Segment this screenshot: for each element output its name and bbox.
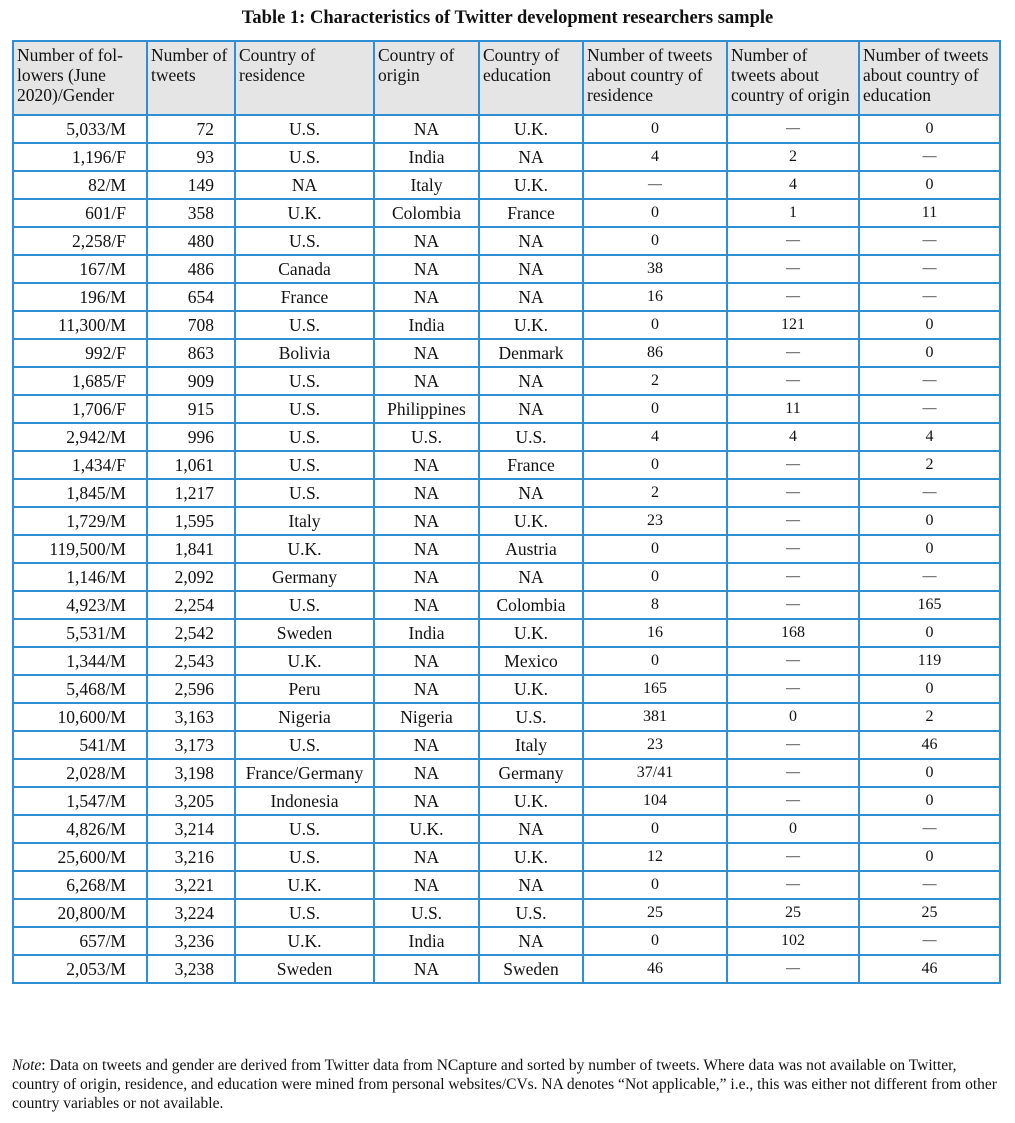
cell-tweets-education: — [859, 871, 1000, 899]
cell-followers-gender: 657/M [13, 927, 147, 955]
cell-followers-gender: 167/M [13, 255, 147, 283]
table-row [13, 395, 1000, 423]
cell-tweets-education: 46 [859, 955, 1000, 983]
header-country-of-origin: Country of origin [374, 41, 479, 115]
table-body [13, 115, 1000, 983]
cell-tweets-origin: 4 [727, 171, 859, 199]
cell-followers-gender: 2,942/M [13, 423, 147, 451]
cell-education: U.K. [479, 787, 583, 815]
cell-tweets-residence: 0 [583, 311, 727, 339]
cell-education: U.S. [479, 423, 583, 451]
cell-education: NA [479, 395, 583, 423]
cell-education: NA [479, 143, 583, 171]
cell-tweets: 1,061 [147, 451, 235, 479]
cell-residence: U.S. [235, 395, 374, 423]
table-row [13, 591, 1000, 619]
cell-residence: U.S. [235, 899, 374, 927]
cell-tweets-origin: 121 [727, 311, 859, 339]
cell-tweets-education: — [859, 227, 1000, 255]
cell-education: Germany [479, 759, 583, 787]
cell-followers-gender: 119,500/M [13, 535, 147, 563]
cell-tweets-origin: 4 [727, 423, 859, 451]
cell-tweets-residence: 23 [583, 731, 727, 759]
cell-tweets-origin: — [727, 759, 859, 787]
cell-origin: NA [374, 759, 479, 787]
cell-origin: India [374, 927, 479, 955]
cell-tweets-origin: — [727, 787, 859, 815]
cell-residence: U.S. [235, 227, 374, 255]
cell-tweets: 3,205 [147, 787, 235, 815]
cell-tweets-residence: 86 [583, 339, 727, 367]
cell-tweets-residence: 4 [583, 143, 727, 171]
table-row [13, 647, 1000, 675]
cell-tweets: 2,542 [147, 619, 235, 647]
table-title: Table 1: Characteristics of Twitter development researchers sample [241, 8, 774, 28]
cell-residence: France/Germany [235, 759, 374, 787]
cell-followers-gender: 1,845/M [13, 479, 147, 507]
cell-tweets-residence: 0 [583, 395, 727, 423]
cell-tweets-origin: — [727, 675, 859, 703]
cell-residence: U.S. [235, 311, 374, 339]
cell-tweets-origin: — [727, 871, 859, 899]
cell-residence: Canada [235, 255, 374, 283]
table-row [13, 311, 1000, 339]
cell-tweets-origin: 0 [727, 703, 859, 731]
table-note [12, 1056, 1002, 1113]
cell-tweets-education: 0 [859, 171, 1000, 199]
cell-tweets: 3,216 [147, 843, 235, 871]
cell-origin: NA [374, 451, 479, 479]
cell-residence: U.K. [235, 871, 374, 899]
cell-tweets-residence: 2 [583, 479, 727, 507]
cell-tweets-residence: 23 [583, 507, 727, 535]
cell-residence: U.S. [235, 423, 374, 451]
table-row [13, 171, 1000, 199]
cell-tweets: 2,543 [147, 647, 235, 675]
cell-tweets: 2,596 [147, 675, 235, 703]
table-row [13, 843, 1000, 871]
cell-residence: U.S. [235, 815, 374, 843]
cell-tweets-residence: 0 [583, 535, 727, 563]
table-row [13, 871, 1000, 899]
cell-origin: NA [374, 563, 479, 591]
cell-origin: U.K. [374, 815, 479, 843]
cell-tweets-education: — [859, 563, 1000, 591]
cell-tweets-education: 0 [859, 787, 1000, 815]
cell-residence: Peru [235, 675, 374, 703]
cell-origin: Italy [374, 171, 479, 199]
cell-origin: Colombia [374, 199, 479, 227]
cell-tweets-origin: — [727, 563, 859, 591]
cell-origin: Philippines [374, 395, 479, 423]
cell-education: U.K. [479, 675, 583, 703]
cell-tweets: 358 [147, 199, 235, 227]
cell-tweets-residence: 12 [583, 843, 727, 871]
cell-tweets: 72 [147, 115, 235, 143]
header-number-of-tweets: Number of tweets [147, 41, 235, 115]
cell-tweets-residence: 0 [583, 227, 727, 255]
header-country-of-education: Country of education [479, 41, 583, 115]
cell-tweets-education: — [859, 143, 1000, 171]
cell-education: Denmark [479, 339, 583, 367]
cell-origin: India [374, 619, 479, 647]
cell-followers-gender: 2,258/F [13, 227, 147, 255]
cell-followers-gender: 20,800/M [13, 899, 147, 927]
cell-tweets-education: 0 [859, 619, 1000, 647]
cell-followers-gender: 1,706/F [13, 395, 147, 423]
cell-tweets-education: — [859, 479, 1000, 507]
cell-tweets-residence: 4 [583, 423, 727, 451]
cell-tweets: 3,163 [147, 703, 235, 731]
cell-tweets-origin: — [727, 339, 859, 367]
cell-origin: NA [374, 255, 479, 283]
cell-education: U.K. [479, 619, 583, 647]
table-row [13, 339, 1000, 367]
cell-residence: U.S. [235, 451, 374, 479]
cell-residence: U.K. [235, 199, 374, 227]
cell-tweets-origin: — [727, 647, 859, 675]
cell-followers-gender: 1,685/F [13, 367, 147, 395]
table-row [13, 675, 1000, 703]
table-row [13, 115, 1000, 143]
note-label: Note [12, 1057, 42, 1074]
cell-tweets: 909 [147, 367, 235, 395]
cell-followers-gender: 1,547/M [13, 787, 147, 815]
cell-tweets: 3,236 [147, 927, 235, 955]
cell-education: Mexico [479, 647, 583, 675]
cell-residence: Bolivia [235, 339, 374, 367]
cell-followers-gender: 4,923/M [13, 591, 147, 619]
cell-residence: France [235, 283, 374, 311]
cell-origin: NA [374, 339, 479, 367]
cell-origin: NA [374, 535, 479, 563]
cell-origin: NA [374, 115, 479, 143]
cell-tweets: 3,224 [147, 899, 235, 927]
cell-residence: U.S. [235, 591, 374, 619]
cell-followers-gender: 601/F [13, 199, 147, 227]
cell-followers-gender: 1,344/M [13, 647, 147, 675]
cell-residence: Germany [235, 563, 374, 591]
cell-tweets-residence: 0 [583, 563, 727, 591]
cell-tweets: 3,221 [147, 871, 235, 899]
cell-education: U.S. [479, 703, 583, 731]
cell-residence: U.K. [235, 535, 374, 563]
cell-tweets-origin: — [727, 731, 859, 759]
cell-tweets: 863 [147, 339, 235, 367]
cell-tweets-education: 0 [859, 339, 1000, 367]
cell-education: NA [479, 927, 583, 955]
cell-tweets-origin: — [727, 255, 859, 283]
cell-followers-gender: 5,468/M [13, 675, 147, 703]
table-row [13, 955, 1000, 983]
table-row [13, 535, 1000, 563]
cell-followers-gender: 5,531/M [13, 619, 147, 647]
cell-education: Sweden [479, 955, 583, 983]
cell-tweets-origin: — [727, 283, 859, 311]
cell-origin: NA [374, 479, 479, 507]
cell-tweets: 3,198 [147, 759, 235, 787]
cell-tweets: 654 [147, 283, 235, 311]
cell-tweets-residence: 25 [583, 899, 727, 927]
cell-education: Italy [479, 731, 583, 759]
cell-education: NA [479, 255, 583, 283]
table-row [13, 227, 1000, 255]
cell-tweets-residence: 0 [583, 871, 727, 899]
cell-tweets-education: — [859, 395, 1000, 423]
cell-tweets-education: 11 [859, 199, 1000, 227]
cell-tweets-origin: 102 [727, 927, 859, 955]
cell-tweets: 708 [147, 311, 235, 339]
cell-residence: Italy [235, 507, 374, 535]
header-row [13, 41, 1000, 115]
cell-followers-gender: 11,300/M [13, 311, 147, 339]
cell-tweets-residence: 38 [583, 255, 727, 283]
table-row [13, 563, 1000, 591]
table-row [13, 815, 1000, 843]
cell-tweets-education: 165 [859, 591, 1000, 619]
cell-tweets: 1,217 [147, 479, 235, 507]
cell-origin: NA [374, 731, 479, 759]
cell-followers-gender: 82/M [13, 171, 147, 199]
cell-residence: U.S. [235, 367, 374, 395]
cell-education: U.K. [479, 843, 583, 871]
cell-tweets-education: 25 [859, 899, 1000, 927]
table-row [13, 787, 1000, 815]
cell-residence: Indonesia [235, 787, 374, 815]
cell-residence: U.K. [235, 927, 374, 955]
cell-education: NA [479, 479, 583, 507]
cell-education: U.K. [479, 171, 583, 199]
cell-tweets-origin: — [727, 479, 859, 507]
cell-tweets-origin: — [727, 227, 859, 255]
cell-tweets-education: — [859, 255, 1000, 283]
table-row [13, 479, 1000, 507]
cell-tweets: 480 [147, 227, 235, 255]
cell-followers-gender: 2,053/M [13, 955, 147, 983]
cell-tweets: 149 [147, 171, 235, 199]
cell-tweets-education: 0 [859, 843, 1000, 871]
cell-education: Colombia [479, 591, 583, 619]
cell-education: NA [479, 283, 583, 311]
cell-tweets: 3,173 [147, 731, 235, 759]
cell-education: NA [479, 227, 583, 255]
cell-tweets: 93 [147, 143, 235, 171]
cell-tweets-education: 0 [859, 311, 1000, 339]
header-tweets-about-education: Number of tweets about country of education [859, 41, 1000, 115]
table-row [13, 927, 1000, 955]
cell-tweets-education: 0 [859, 535, 1000, 563]
cell-residence: U.S. [235, 143, 374, 171]
table-row [13, 199, 1000, 227]
table-row [13, 143, 1000, 171]
cell-origin: NA [374, 507, 479, 535]
cell-tweets-education: 119 [859, 647, 1000, 675]
cell-tweets-residence: 381 [583, 703, 727, 731]
cell-education: U.S. [479, 899, 583, 927]
cell-education: France [479, 199, 583, 227]
cell-tweets-education: 0 [859, 759, 1000, 787]
table-row [13, 731, 1000, 759]
cell-education: U.K. [479, 115, 583, 143]
cell-followers-gender: 4,826/M [13, 815, 147, 843]
cell-tweets-residence: 0 [583, 815, 727, 843]
cell-origin: U.S. [374, 899, 479, 927]
cell-followers-gender: 1,146/M [13, 563, 147, 591]
cell-residence: U.S. [235, 731, 374, 759]
cell-tweets-origin: 2 [727, 143, 859, 171]
cell-tweets-residence: 0 [583, 647, 727, 675]
cell-tweets-origin: — [727, 843, 859, 871]
cell-tweets-education: — [859, 367, 1000, 395]
cell-origin: U.S. [374, 423, 479, 451]
table-row [13, 367, 1000, 395]
table-row [13, 703, 1000, 731]
cell-tweets-education: 2 [859, 703, 1000, 731]
cell-tweets-origin: 11 [727, 395, 859, 423]
cell-origin: NA [374, 591, 479, 619]
cell-residence: NA [235, 171, 374, 199]
cell-tweets-residence: 0 [583, 451, 727, 479]
cell-followers-gender: 1,196/F [13, 143, 147, 171]
cell-tweets-education: — [859, 283, 1000, 311]
cell-tweets-residence: 37/41 [583, 759, 727, 787]
cell-tweets-origin: — [727, 367, 859, 395]
cell-tweets-residence: 8 [583, 591, 727, 619]
cell-education: Austria [479, 535, 583, 563]
cell-tweets-residence: 16 [583, 619, 727, 647]
cell-tweets-education: 2 [859, 451, 1000, 479]
cell-tweets-residence: — [583, 171, 727, 199]
cell-tweets-residence: 2 [583, 367, 727, 395]
cell-origin: NA [374, 955, 479, 983]
cell-tweets-education: — [859, 815, 1000, 843]
cell-followers-gender: 196/M [13, 283, 147, 311]
cell-tweets-education: 4 [859, 423, 1000, 451]
cell-tweets-residence: 0 [583, 115, 727, 143]
cell-origin: NA [374, 843, 479, 871]
cell-education: NA [479, 871, 583, 899]
cell-tweets-residence: 16 [583, 283, 727, 311]
note-text: : Data on tweets and gender are derived from Twitter data from NCapture and sorted by number of tweets. Where data was not available on Twitter, country of origin, residence, and education were mined from personal websites/CVs. NA denotes “Not applicable,” i.e., this was either not different from other country variables or not available. [12, 1057, 997, 1112]
cell-tweets: 1,595 [147, 507, 235, 535]
researchers-table [12, 40, 1001, 984]
cell-tweets-origin: 1 [727, 199, 859, 227]
cell-tweets-origin: 168 [727, 619, 859, 647]
cell-tweets-education: 46 [859, 731, 1000, 759]
table-row [13, 619, 1000, 647]
cell-origin: NA [374, 675, 479, 703]
cell-origin: NA [374, 227, 479, 255]
table-row [13, 507, 1000, 535]
cell-origin: Nigeria [374, 703, 479, 731]
cell-tweets: 915 [147, 395, 235, 423]
cell-tweets-residence: 165 [583, 675, 727, 703]
header-followers-gender: Number of fol- lowers (June 2020)/Gender [13, 41, 147, 115]
cell-origin: NA [374, 367, 479, 395]
table-row [13, 423, 1000, 451]
cell-tweets-education: 0 [859, 115, 1000, 143]
cell-followers-gender: 25,600/M [13, 843, 147, 871]
table-row [13, 451, 1000, 479]
header-tweets-about-residence: Number of tweets about country of residence [583, 41, 727, 115]
cell-tweets-residence: 104 [583, 787, 727, 815]
cell-tweets: 2,092 [147, 563, 235, 591]
cell-followers-gender: 1,434/F [13, 451, 147, 479]
cell-tweets-residence: 46 [583, 955, 727, 983]
cell-tweets: 1,841 [147, 535, 235, 563]
cell-education: NA [479, 563, 583, 591]
cell-residence: U.S. [235, 479, 374, 507]
cell-tweets-origin: — [727, 535, 859, 563]
cell-education: U.K. [479, 507, 583, 535]
cell-tweets: 3,214 [147, 815, 235, 843]
cell-tweets-origin: — [727, 591, 859, 619]
table-row [13, 759, 1000, 787]
cell-tweets-origin: — [727, 955, 859, 983]
cell-residence: U.K. [235, 647, 374, 675]
cell-followers-gender: 992/F [13, 339, 147, 367]
cell-residence: Nigeria [235, 703, 374, 731]
cell-tweets-education: 0 [859, 507, 1000, 535]
cell-followers-gender: 10,600/M [13, 703, 147, 731]
cell-education: NA [479, 367, 583, 395]
cell-origin: NA [374, 283, 479, 311]
cell-residence: U.S. [235, 843, 374, 871]
cell-tweets-origin: — [727, 115, 859, 143]
cell-origin: India [374, 143, 479, 171]
cell-origin: NA [374, 647, 479, 675]
cell-tweets-education: — [859, 927, 1000, 955]
table-row [13, 899, 1000, 927]
cell-tweets-education: 0 [859, 675, 1000, 703]
cell-followers-gender: 5,033/M [13, 115, 147, 143]
cell-origin: NA [374, 787, 479, 815]
cell-followers-gender: 541/M [13, 731, 147, 759]
cell-tweets-origin: — [727, 451, 859, 479]
header-tweets-about-origin: Number of tweets about country of origin [727, 41, 859, 115]
cell-residence: U.S. [235, 115, 374, 143]
cell-origin: India [374, 311, 479, 339]
cell-tweets: 3,238 [147, 955, 235, 983]
cell-tweets: 996 [147, 423, 235, 451]
cell-tweets: 486 [147, 255, 235, 283]
cell-residence: Sweden [235, 955, 374, 983]
cell-tweets-residence: 0 [583, 199, 727, 227]
cell-tweets-origin: — [727, 507, 859, 535]
cell-followers-gender: 2,028/M [13, 759, 147, 787]
cell-residence: Sweden [235, 619, 374, 647]
table-row [13, 255, 1000, 283]
header-country-of-residence: Country of residence [235, 41, 374, 115]
cell-origin: NA [374, 871, 479, 899]
cell-education: NA [479, 815, 583, 843]
cell-education: U.K. [479, 311, 583, 339]
cell-followers-gender: 1,729/M [13, 507, 147, 535]
cell-followers-gender: 6,268/M [13, 871, 147, 899]
cell-tweets: 2,254 [147, 591, 235, 619]
cell-tweets-origin: 0 [727, 815, 859, 843]
cell-tweets-residence: 0 [583, 927, 727, 955]
cell-education: France [479, 451, 583, 479]
cell-tweets-origin: 25 [727, 899, 859, 927]
table-row [13, 283, 1000, 311]
